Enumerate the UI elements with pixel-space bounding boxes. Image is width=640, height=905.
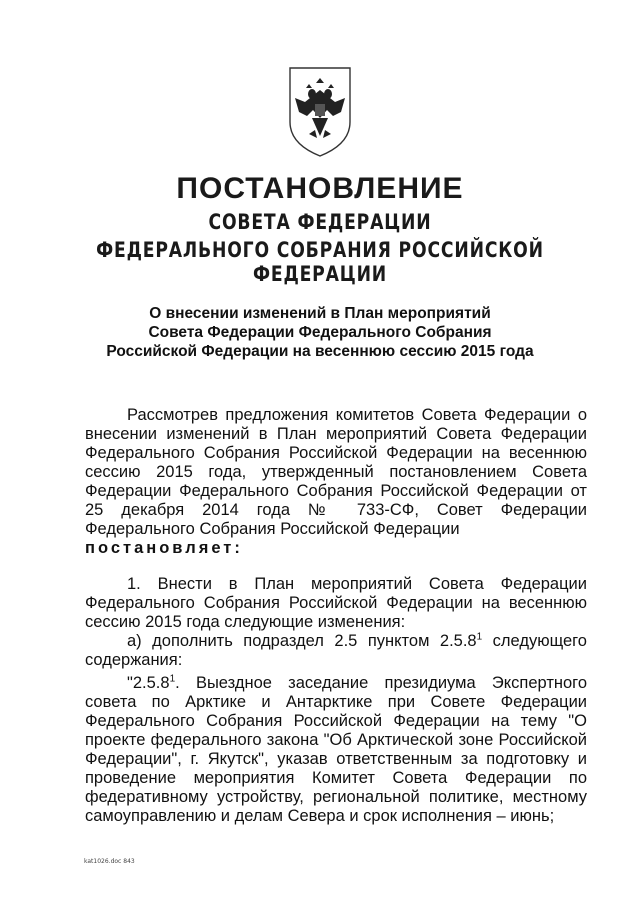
issuer-line-1: СОВЕТА ФЕДЕРАЦИИ [208,210,432,234]
resolves-word: постановляет: [85,539,243,557]
preamble-paragraph [85,406,587,558]
item-1a: а) дополнить подраздел 2.5 пунктом 2.5.8$^1$ следующего содержания: [85,631,587,669]
preamble-text: Рассмотрев предложения комитетов Совета Федерации о внесении изменений в План мероприятий Совета Федерации Федерального Собрания Российской Федерации на весеннюю сессию 2015 года, утвержденный постановлением Совета Федерации Федерального Собрания Российской Федерации от 25 декабря 2014 года № 733-СФ, Совет Федерации Федерального Собрания Российской Федерации [85,406,587,538]
subject-line: Совета Федерации Федерального Собрания [148,324,492,341]
file-reference: kat1026.doc 843 [84,858,135,865]
resolution-items [85,575,587,826]
resolves-line [85,539,587,558]
coat-of-arms-emblem [285,60,355,160]
document-subject [60,304,580,361]
document-title: ПОСТАНОВЛЕНИЕ [176,172,464,205]
subject-line: Российской Федерации на весеннюю сессию 2015 года [106,343,534,360]
item-1: 1. Внести в План мероприятий Совета Федерации Федерального Собрания Российской Федерации на весеннюю сессию 2015 года следующие изменения: [85,575,587,631]
subject-line: О внесении изменений в План мероприятий [149,305,491,322]
issuer-line-2: ФЕДЕРАЛЬНОГО СОБРАНИЯ РОССИЙСКОЙ ФЕДЕРАЦИИ [96,238,544,286]
item-1a-content: "2.5.8$^1$. Выездное заседание президиума Экспертного совета по Арктике и Антарктике при Совете Федерации Федерального Собрания Российской Федерации на тему "О проекте федерального закона "Об Арктической зоне Российской Федерации", г. Якутск", указав ответственным за подготовку и проведение мероприятия Комитет Совета Федерации по федеративному устройству, региональной политике, местному самоуправлению и делам Севера и срок исполнения – июнь; [85,673,587,825]
